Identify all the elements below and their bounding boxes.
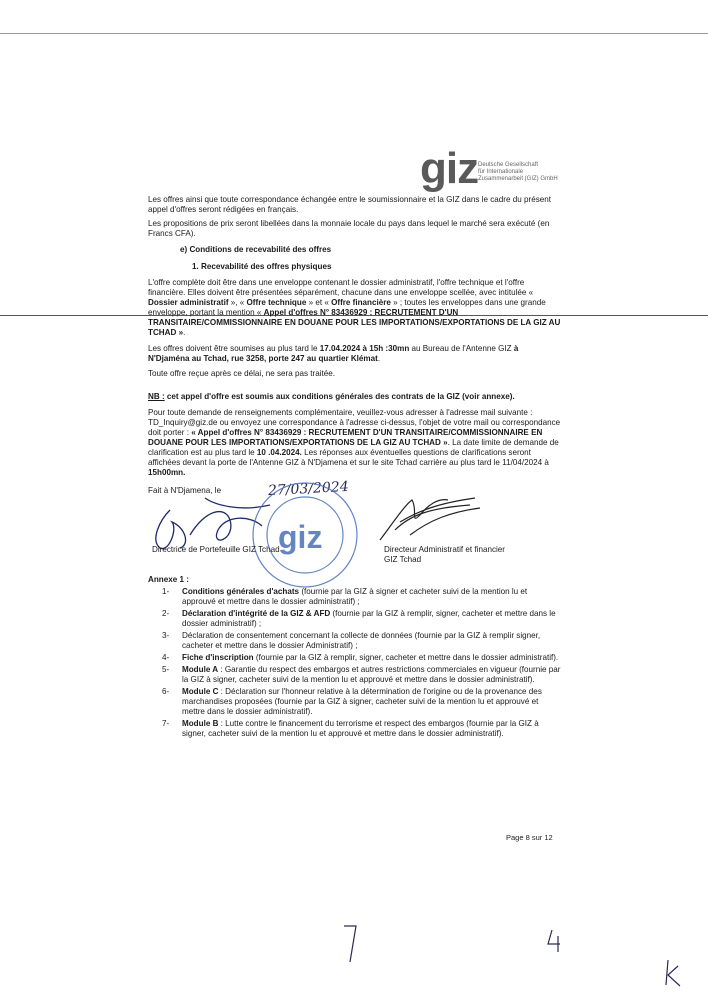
right-signatory-title-1: Directeur Administratif et financier — [384, 545, 506, 554]
giz-stamp-icon — [253, 483, 357, 587]
annex-item: 5- Module A : Garantie du respect des embargos et autres restrictions commerciales en vigueur (fournie par la GIZ à signer, cacheter suivi de la mention lu et approuvé et mettre dans le dossier administratif). — [162, 665, 561, 684]
annex-title: Annexe 1 : — [148, 575, 189, 584]
paragraph-inquiry: Pour toute demande de renseignements complémentaire, veuillez-vous adresser à l'adresse mail suivante : TD_Inquiry@giz.de ou envoyez une correspondance à l'adresse ci-dessus, l'objet de votre mail ou correspondance doit porter : « Appel d'offres N° 83436929 : RECRUTEMENT D'UN TRANSITAIRE/COMMISSIONNAIRE EN DOUANE POUR LES IMPORTATIONS/EXPORTATIONS DE LA GIZ AU TCHAD ». La date limite de demande de clarification est au plus tard le 10 .04.2024. Les réponses aux éventuelles questions de clarifications seront affichées devant la porte de l'Antenne GIZ à N'Djamena et sur le site Tchad carrière au plus tard le 11/04/2024 à 15h00mn. — [148, 408, 561, 477]
paragraph-language: Les offres ainsi que toute correspondance échangée entre le soumissionnaire et la GIZ dans le cadre du présent appel d'offres seront rédigées en français. — [148, 195, 551, 214]
heading-recevabilite: e) Conditions de recevabilité des offres — [180, 245, 332, 254]
paragraph-deadline: Les offres doivent être soumises au plus tard le 17.04.2024 à 15h :30mn au Bureau de l'Antenne GIZ à N'Djaména au Tchad, rue 3258, porte 247 au quartier Klémat. — [148, 344, 519, 363]
paragraph-late-offers: Toute offre reçue après ce délai, ne sera pas traitée. — [148, 369, 336, 378]
place-line: Fait à N'Djamena, le — [148, 486, 222, 495]
page-number: Page 8 sur 12 — [506, 833, 553, 842]
paragraph-currency: Les propositions de prix seront libellées dans la monnaie locale du pays dans lequel le marché sera exécuté (en Francs CFA). — [148, 219, 550, 238]
annex-item: 2- Déclaration d'intégrité de la GIZ & AFD (fournie par la GIZ à remplir, signer, cacheter et mettre dans le dossier administratif) ; — [162, 609, 556, 628]
annex-item: 3- Déclaration de consentement concernant la collecte de données (fournie par la GIZ à remplir signer, cacheter et mettre dans le dossier Administratif) ; — [162, 631, 541, 650]
annex-item: 6- Module C : Déclaration sur l'honneur relative à la détermination de l'origine ou de la provenance des marchandises proposées (fournie par la GIZ à signer, cacheter suivi de la mention lu et approuvé et mettre dans le dossier administratif). — [162, 687, 542, 716]
annex-item: 4- Fiche d'inscription (fournie par la GIZ à remplir, signer, cacheter et mettre dans le dossier administratif). — [162, 653, 559, 662]
annex-list — [148, 587, 562, 741]
paragraph-nb: NB : cet appel d'offre est soumis aux conditions générales des contrats de la GIZ (voir annexe). — [148, 392, 515, 401]
logo-org-name: Deutsche Gesellschaft für Internationale Zusammenarbeit (GIZ) GmbH — [478, 162, 558, 182]
logo-word: giz — [420, 144, 479, 193]
handwritten-date: 27/03/2024 — [267, 478, 350, 500]
svg-text:giz: giz — [278, 519, 323, 555]
right-signature-icon — [380, 498, 480, 540]
left-signatory-title: Directrice de Portefeuille GIZ Tchad — [152, 545, 280, 554]
footer-hand-marks — [344, 926, 680, 986]
paragraph-envelope: L'offre complète doit être dans une enveloppe contenant le dossier administratif, l'offre technique et l'offre financière. Elles doivent être présentées séparément, chacune dans une enveloppe scellée, avec intitulée « Dossier administratif », « Offre technique » et « Offre financière » ; toutes les enveloppes dans une grande enveloppe, portant la mention « Appel d'offres N° 83436929 : RECRUTEMENT D'UN TRANSITAIRE/COMMISSIONNAIRE EN DOUANE POUR LES IMPORTATIONS/EXPORTATIONS DE LA GIZ AU TCHAD ». — [148, 278, 561, 337]
annex-item: 7- Module B : Lutte contre le financement du terrorisme et respect des embargos (fournie par la GIZ à signer, cacheter suivi de la mention lu et approuvé et mettre dans le dossier administratif). — [162, 719, 539, 738]
heading-offres-physiques: 1. Recevabilité des offres physiques — [192, 262, 332, 271]
right-signatory-title-2: GIZ Tchad — [384, 555, 422, 564]
annex-item: 1- Conditions générales d'achats (fournie par la GIZ à signer et cacheter suivi de la mention lu et approuvé et mettre dans le dossier administratif) ; — [162, 587, 528, 606]
